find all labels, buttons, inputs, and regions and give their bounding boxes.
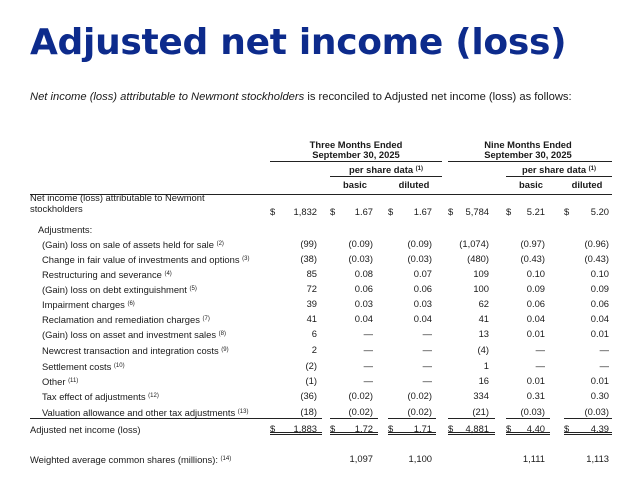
cell-diluted-9m: (0.03) [584,406,609,417]
footnote-ref: (14) [220,456,232,462]
row-label-text: (Gain) loss on asset and investment sales [42,329,217,340]
cell-basic-9m: 0.01 [526,328,545,339]
cell-basic-9m: 0.09 [526,283,545,294]
cell-value-9m: 1 [483,360,489,371]
per-share-header-3m [330,165,442,175]
cell-value-3m: 6 [311,328,317,339]
cell-diluted-3m: 0.06 [413,283,432,294]
currency-symbol: $ [506,423,512,434]
currency-symbol: $ [270,206,276,217]
total-double-rule [330,432,378,433]
cell-value-3m: 72 [306,283,317,294]
three-months-rule [270,161,442,162]
row-label [42,361,125,372]
currency-symbol: $ [330,206,336,217]
cell-basic-3m: (0.02) [348,390,373,401]
cell-diluted-3m: 1,100 [408,453,432,464]
per-share-header-9m [506,165,612,175]
nine-months-line2: September 30, 2025 [484,149,572,160]
footnote-ref: (6) [127,301,135,307]
cell-diluted-3m: 0.04 [413,313,432,324]
row-label [42,314,210,325]
cell-value-3m: 1,883 [293,423,317,434]
cell-value-9m: 4,881 [465,423,489,434]
intro-italic: Net income (loss) attributable to Newmont stockholders [30,91,305,103]
cell-diluted-3m: — [422,375,432,386]
cell-value-3m: 39 [306,298,317,309]
total-double-rule [564,434,612,435]
currency-symbol: $ [448,206,454,217]
per-share-note-3m: (1) [415,166,424,172]
footnote-ref: (11) [68,378,79,384]
cell-basic-3m: (0.03) [348,253,373,264]
cell-diluted-3m: — [422,328,432,339]
cell-basic-3m: — [363,375,373,386]
cell-value-3m: 2 [311,344,317,355]
row-label [42,269,172,280]
row-label-text: Net income (loss) attributable to Newmont [30,192,205,203]
footnote-ref: (12) [148,393,159,399]
cell-basic-9m: (0.03) [520,406,545,417]
cell-basic-9m: 0.06 [526,298,545,309]
cell-basic-9m: 4.40 [526,423,545,434]
row-label [38,224,92,235]
row-label-text: Newcrest transaction and integration costs [42,345,219,356]
row-label-text: Restructuring and severance [42,269,162,280]
diluted-header-9m: diluted [571,179,603,190]
cell-basic-3m: 1.72 [354,423,373,434]
total-double-rule [448,432,495,433]
nine-months-line1: Nine Months Ended [484,139,572,150]
cell-basic-9m: 0.01 [526,375,545,386]
row-label-text: Change in fair value of investments and options [42,254,240,265]
cell-value-3m: (36) [300,390,317,401]
cell-value-9m: 16 [478,375,489,386]
row-label [42,391,159,402]
basic-header-9m: basic [519,179,543,190]
currency-symbol: $ [564,206,570,217]
row-label-text: (Gain) loss on sale of assets held for sale [42,239,214,250]
per-share-label-3m: per share data [348,164,414,175]
row-label-text: Impairment charges [42,299,125,310]
row-label [30,424,140,435]
row-label-text: Adjustments: [38,224,93,235]
subtotal-rule [388,418,436,419]
three-months-header [270,140,442,160]
cell-basic-3m: (0.09) [348,238,373,249]
subtotal-rule [270,418,322,419]
row-label-text: Other [42,376,66,387]
cell-basic-3m: 0.08 [354,268,373,279]
footnote-ref: (13) [237,409,249,415]
subtotal-rule [564,418,612,419]
cell-basic-9m: 0.10 [526,268,545,279]
cell-basic-3m: 1,097 [349,453,373,464]
cell-diluted-9m: 1,113 [586,453,609,464]
cell-diluted-9m: — [599,344,609,355]
footnote-ref: (3) [242,256,250,262]
cell-diluted-3m: 0.07 [413,268,432,279]
per-share-note-9m: (1) [588,166,597,172]
cell-value-3m: 85 [306,268,317,279]
cell-basic-9m: — [535,360,545,371]
cell-diluted-9m: 0.09 [590,283,609,294]
cell-diluted-9m: 5.20 [590,206,609,217]
cell-basic-9m: 5.21 [526,206,545,217]
cell-value-9m: 13 [478,328,489,339]
cell-diluted-9m: 0.01 [590,375,609,386]
cell-value-9m: 100 [473,283,489,294]
cell-basic-9m: (0.43) [520,253,545,264]
footnote-ref: (5) [189,286,197,292]
row-label [42,329,226,340]
cell-diluted-9m: (0.96) [584,238,609,249]
cell-basic-3m: 1.67 [354,206,373,217]
cell-value-3m: (1) [305,375,317,386]
cell-diluted-9m: 0.10 [590,268,609,279]
currency-symbol: $ [506,206,512,217]
intro-rest: is reconciled to Adjusted net income (loss) as follows: [304,91,572,103]
footnote-ref: (9) [221,347,229,353]
page-title: Adjusted net income (loss) [30,22,567,63]
cell-basic-3m: — [363,328,373,339]
total-double-rule [388,432,436,433]
footnote-ref: (2) [216,241,224,247]
row-label [42,376,78,387]
subtotal-rule [330,418,378,419]
currency-symbol: $ [448,423,454,434]
cell-diluted-9m: 0.04 [590,313,609,324]
per-share-label-9m: per share data [521,164,587,175]
row-label-text: Weighted average common shares (millions): [30,454,218,465]
cell-diluted-3m: — [422,360,432,371]
cell-basic-3m: 0.03 [354,298,373,309]
cell-basic-9m: 0.04 [526,313,545,324]
currency-symbol: $ [330,423,336,434]
row-label [42,299,135,310]
cell-diluted-9m: (0.43) [584,253,609,264]
cell-value-9m: 334 [473,390,489,401]
footnote-ref: (4) [164,271,172,277]
cell-value-9m: (4) [477,344,489,355]
cell-value-9m: (480) [467,253,489,264]
row-label [42,254,249,265]
cell-diluted-9m: 0.01 [590,328,609,339]
subtotal-rule [506,418,550,419]
row-label-text: Tax effect of adjustments [42,391,146,402]
cell-value-9m: 41 [478,313,489,324]
total-double-rule [448,434,495,435]
total-double-rule [270,432,322,433]
cell-diluted-3m: 1.67 [413,206,432,217]
cell-basic-3m: — [363,344,373,355]
total-double-rule [506,434,550,435]
cell-diluted-9m: 0.30 [590,390,609,401]
cell-basic-9m: 0.31 [526,390,545,401]
cell-value-3m: 41 [306,313,317,324]
total-double-rule [564,432,612,433]
per-share-rule-3m [330,176,442,177]
cell-value-9m: 62 [478,298,489,309]
currency-symbol: $ [388,423,394,434]
cell-value-3m: 1,832 [293,206,317,217]
row-label-text: Settlement costs [42,361,112,372]
cell-value-9m: 109 [473,268,489,279]
cell-basic-9m: — [535,344,545,355]
cell-basic-9m: (0.97) [520,238,545,249]
cell-diluted-9m: 0.06 [590,298,609,309]
total-double-rule [330,434,378,435]
cell-value-9m: (21) [472,406,489,417]
cell-diluted-3m: (0.02) [407,406,432,417]
currency-symbol: $ [270,423,276,434]
currency-symbol: $ [564,423,570,434]
cell-basic-3m: (0.02) [348,406,373,417]
cell-value-3m: (99) [300,238,317,249]
cell-diluted-3m: (0.02) [407,390,432,401]
row-label-text: Valuation allowance and other tax adjustments [42,407,236,418]
cell-diluted-3m: — [422,344,432,355]
cell-diluted-3m: 1.71 [413,423,432,434]
currency-symbol: $ [388,206,394,217]
intro-text [30,91,572,103]
cell-basic-3m: 0.06 [354,283,373,294]
cell-value-9m: 5,784 [465,206,489,217]
row-label [42,284,197,295]
row-label [30,192,205,214]
row-label-text-line2: stockholders [30,203,83,214]
total-double-rule [506,432,550,433]
cell-diluted-9m: — [599,360,609,371]
footnote-ref: (8) [218,331,226,337]
diluted-header-3m: diluted [398,179,430,190]
row-label-text: Reclamation and remediation charges [42,314,200,325]
basic-header-3m: basic [343,179,367,190]
row-label-text: (Gain) loss on debt extinguishment [42,284,187,295]
row-label [42,239,224,250]
three-months-line2: September 30, 2025 [312,149,400,160]
cell-value-3m: (18) [300,406,317,417]
cell-basic-9m: 1,111 [522,453,545,464]
total-double-rule [388,434,436,435]
total-double-rule [270,434,322,435]
cell-basic-3m: 0.04 [354,313,373,324]
cell-diluted-3m: 0.03 [413,298,432,309]
cell-value-9m: (1,074) [459,238,489,249]
cell-diluted-3m: (0.03) [407,253,432,264]
per-share-rule-9m [506,176,612,177]
total-row-rule [30,418,270,419]
row-label [30,454,231,465]
footnote-ref: (10) [113,363,125,369]
three-months-line1: Three Months Ended [309,139,403,150]
cell-value-3m: (2) [305,360,317,371]
cell-basic-3m: — [363,360,373,371]
subtotal-rule [448,418,495,419]
cell-diluted-3m: (0.09) [407,238,432,249]
row-label-text: Adjusted net income (loss) [30,424,141,435]
cell-value-3m: (38) [300,253,317,264]
row-label [42,345,229,356]
nine-months-rule [448,161,612,162]
row-label [42,407,248,418]
footnote-ref: (7) [202,316,210,322]
cell-diluted-9m: 4.39 [590,423,609,434]
nine-months-header [444,140,612,160]
